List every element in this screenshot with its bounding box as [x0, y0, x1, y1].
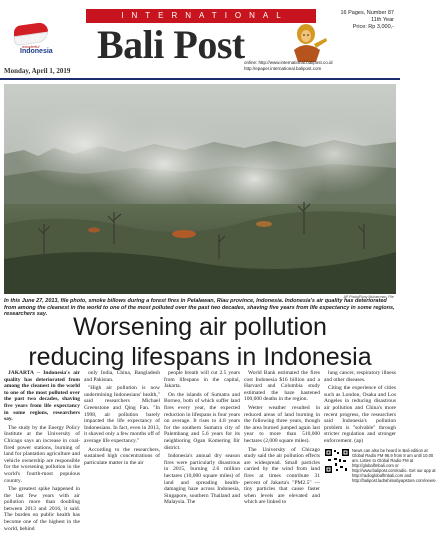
article-column-5	[324, 370, 436, 483]
paragraph: people breath will cut 2.5 years from lifespans in the capital, Jakarta.	[164, 370, 240, 390]
masthead-divider	[0, 78, 400, 80]
issue-date: Monday, April 1, 2019	[4, 67, 71, 75]
article-column-1	[4, 370, 80, 534]
article-column-4	[244, 370, 320, 508]
article-headline	[0, 312, 400, 372]
headline-line-1: Worsening air pollution	[73, 313, 327, 341]
paragraph: lung cancer, respiratory illness and other diseases.	[324, 370, 396, 383]
paragraph: "High air pollution is now undermining Indonesians' health," said researchers Michael Greenstone and Qing Fan. "In 1998, air pollution barely impacted the life expectancy of Indonesians. In fact, even in 2013, it shaved only a few months off of average life expectancy."	[84, 385, 160, 444]
paragraph: World Bank estimated the fires cost Indonesia $16 billion and a Harvard and Columbia study estimated the haze hastened 100,000 deaths in the region.	[244, 370, 320, 403]
paragraph: Wetter weather resulted in reduced areas of land burning in the following three years, though the area burned jumped again last year to more than 510,000 hectares (2,000 square miles).	[244, 404, 320, 444]
masthead	[0, 0, 400, 78]
paragraph: Citing the experience of cities such as London, Osaka and Los Angeles in reducing disastrous air pollution and China's more recent progress, the researchers said Indonesia's pollution problem is "solvable" through stricter regulation and stronger enforcement. (ap)	[324, 385, 396, 444]
online-links	[244, 60, 394, 71]
article-lead	[4, 370, 80, 423]
paragraph: On the islands of Sumatra and Borneo, both of which suffer land fires every year, the expected reduction in lifespans is four years on average. It rises to 4.8 years for the southern Sumatra city of Palembang and 5.6 years for its neighboring Ogan Komering Ilir district.	[164, 391, 240, 451]
article-column-2	[84, 370, 160, 468]
online-link-2[interactable]: http://epaper.international.balipost.com	[244, 65, 322, 71]
issue-info	[340, 10, 394, 31]
paragraph: The greatest spike happened in the last few years with air pollution more than doubling between 2013 and 2016, it said. The burden on public health has become one of the highest in the world, behind	[4, 486, 80, 532]
qr-code-icon[interactable]	[324, 448, 350, 474]
pages-count: 16 Pages, Number 87	[340, 10, 394, 16]
flag-icon	[14, 24, 48, 44]
paragraph: According to the researchers, sustained high concentrations of particulate matter in the air	[84, 446, 160, 466]
international-strip	[86, 9, 316, 23]
logo-country: Indonesia	[20, 48, 53, 55]
balinese-dancer-icon	[286, 20, 330, 64]
title-bali: Bali	[97, 22, 164, 67]
paragraph: Indonesia's annual dry season fires were particularly disastrous in 2015, burning 2.6 million hectares (10,000 square miles) of land and spreading health-damaging haze across Indonesia, Singapore, southern Thailand and Malaysia. The	[164, 453, 240, 506]
radio-promo	[324, 447, 436, 483]
photo-caption: In this June 27, 2013, file photo, smoke billows during a forest fires in Pelalawan, Riau province, Indonesia. Indonesia's air quality has deteriorated from among the cleanest in the world to one of the most polluted over the past two decades, shaving five years from life expectancy in some regions, researchers say.	[4, 298, 395, 318]
year-number: 11th Year	[371, 17, 394, 23]
price: Price: Rp 3,000,-	[352, 24, 394, 30]
lead-text: – Indonesia's air quality has deteriorated from among the cleanest in the world to one of the most polluted over the past two decades, shaving five years from life expectancy in some regions, researchers say.	[4, 370, 80, 423]
photo-credit: AP Photo/Rony Muharrman, File	[343, 295, 394, 299]
title-post: Post	[173, 22, 245, 67]
international-label: INTERNATIONAL	[121, 11, 289, 20]
newspaper-title	[97, 23, 245, 67]
online-link-1[interactable]: online: http://www.international.balipost.co.id	[244, 60, 333, 65]
forest-fire-photo	[4, 84, 396, 294]
radio-promo-text: News can also be heard in Bali edition at Global Radio FM 96.9 from 8 am until 10.00 am. Listen to Global Radio FM at http://globalfmbali.com or http://www.balipost.com/radio. Get our app at http://radioglobalfmbali.com and http://balipost.ladrahimabyapstore.com/news-	[352, 447, 436, 483]
wonderful-indonesia-logo	[4, 18, 56, 68]
paragraph: The University of Chicago study said the air pollution effects are widespread. Small particles carried by the wind from land fires at times contribute 31 percent of Jakarta's "PM2.5" — tiny particles that cause faster when levels are elevated and which are linked to	[244, 446, 320, 506]
dateline: JAKARTA	[8, 370, 34, 376]
headline-line-2: reducing lifespans in Indonesia	[28, 343, 372, 371]
article-column-3	[164, 370, 240, 508]
paragraph: The study by the Energy Policy Institute at the University of Chicago says an increase in coal-fired power stations, burning of land for plantation agriculture and vehicle ownership are responsible for the worsening pollution in the world's fourth-most populous country.	[4, 424, 80, 484]
logo-tagline: wonderful	[22, 44, 40, 49]
paragraph: only India, China, Bangladesh and Pakistan.	[84, 370, 160, 383]
